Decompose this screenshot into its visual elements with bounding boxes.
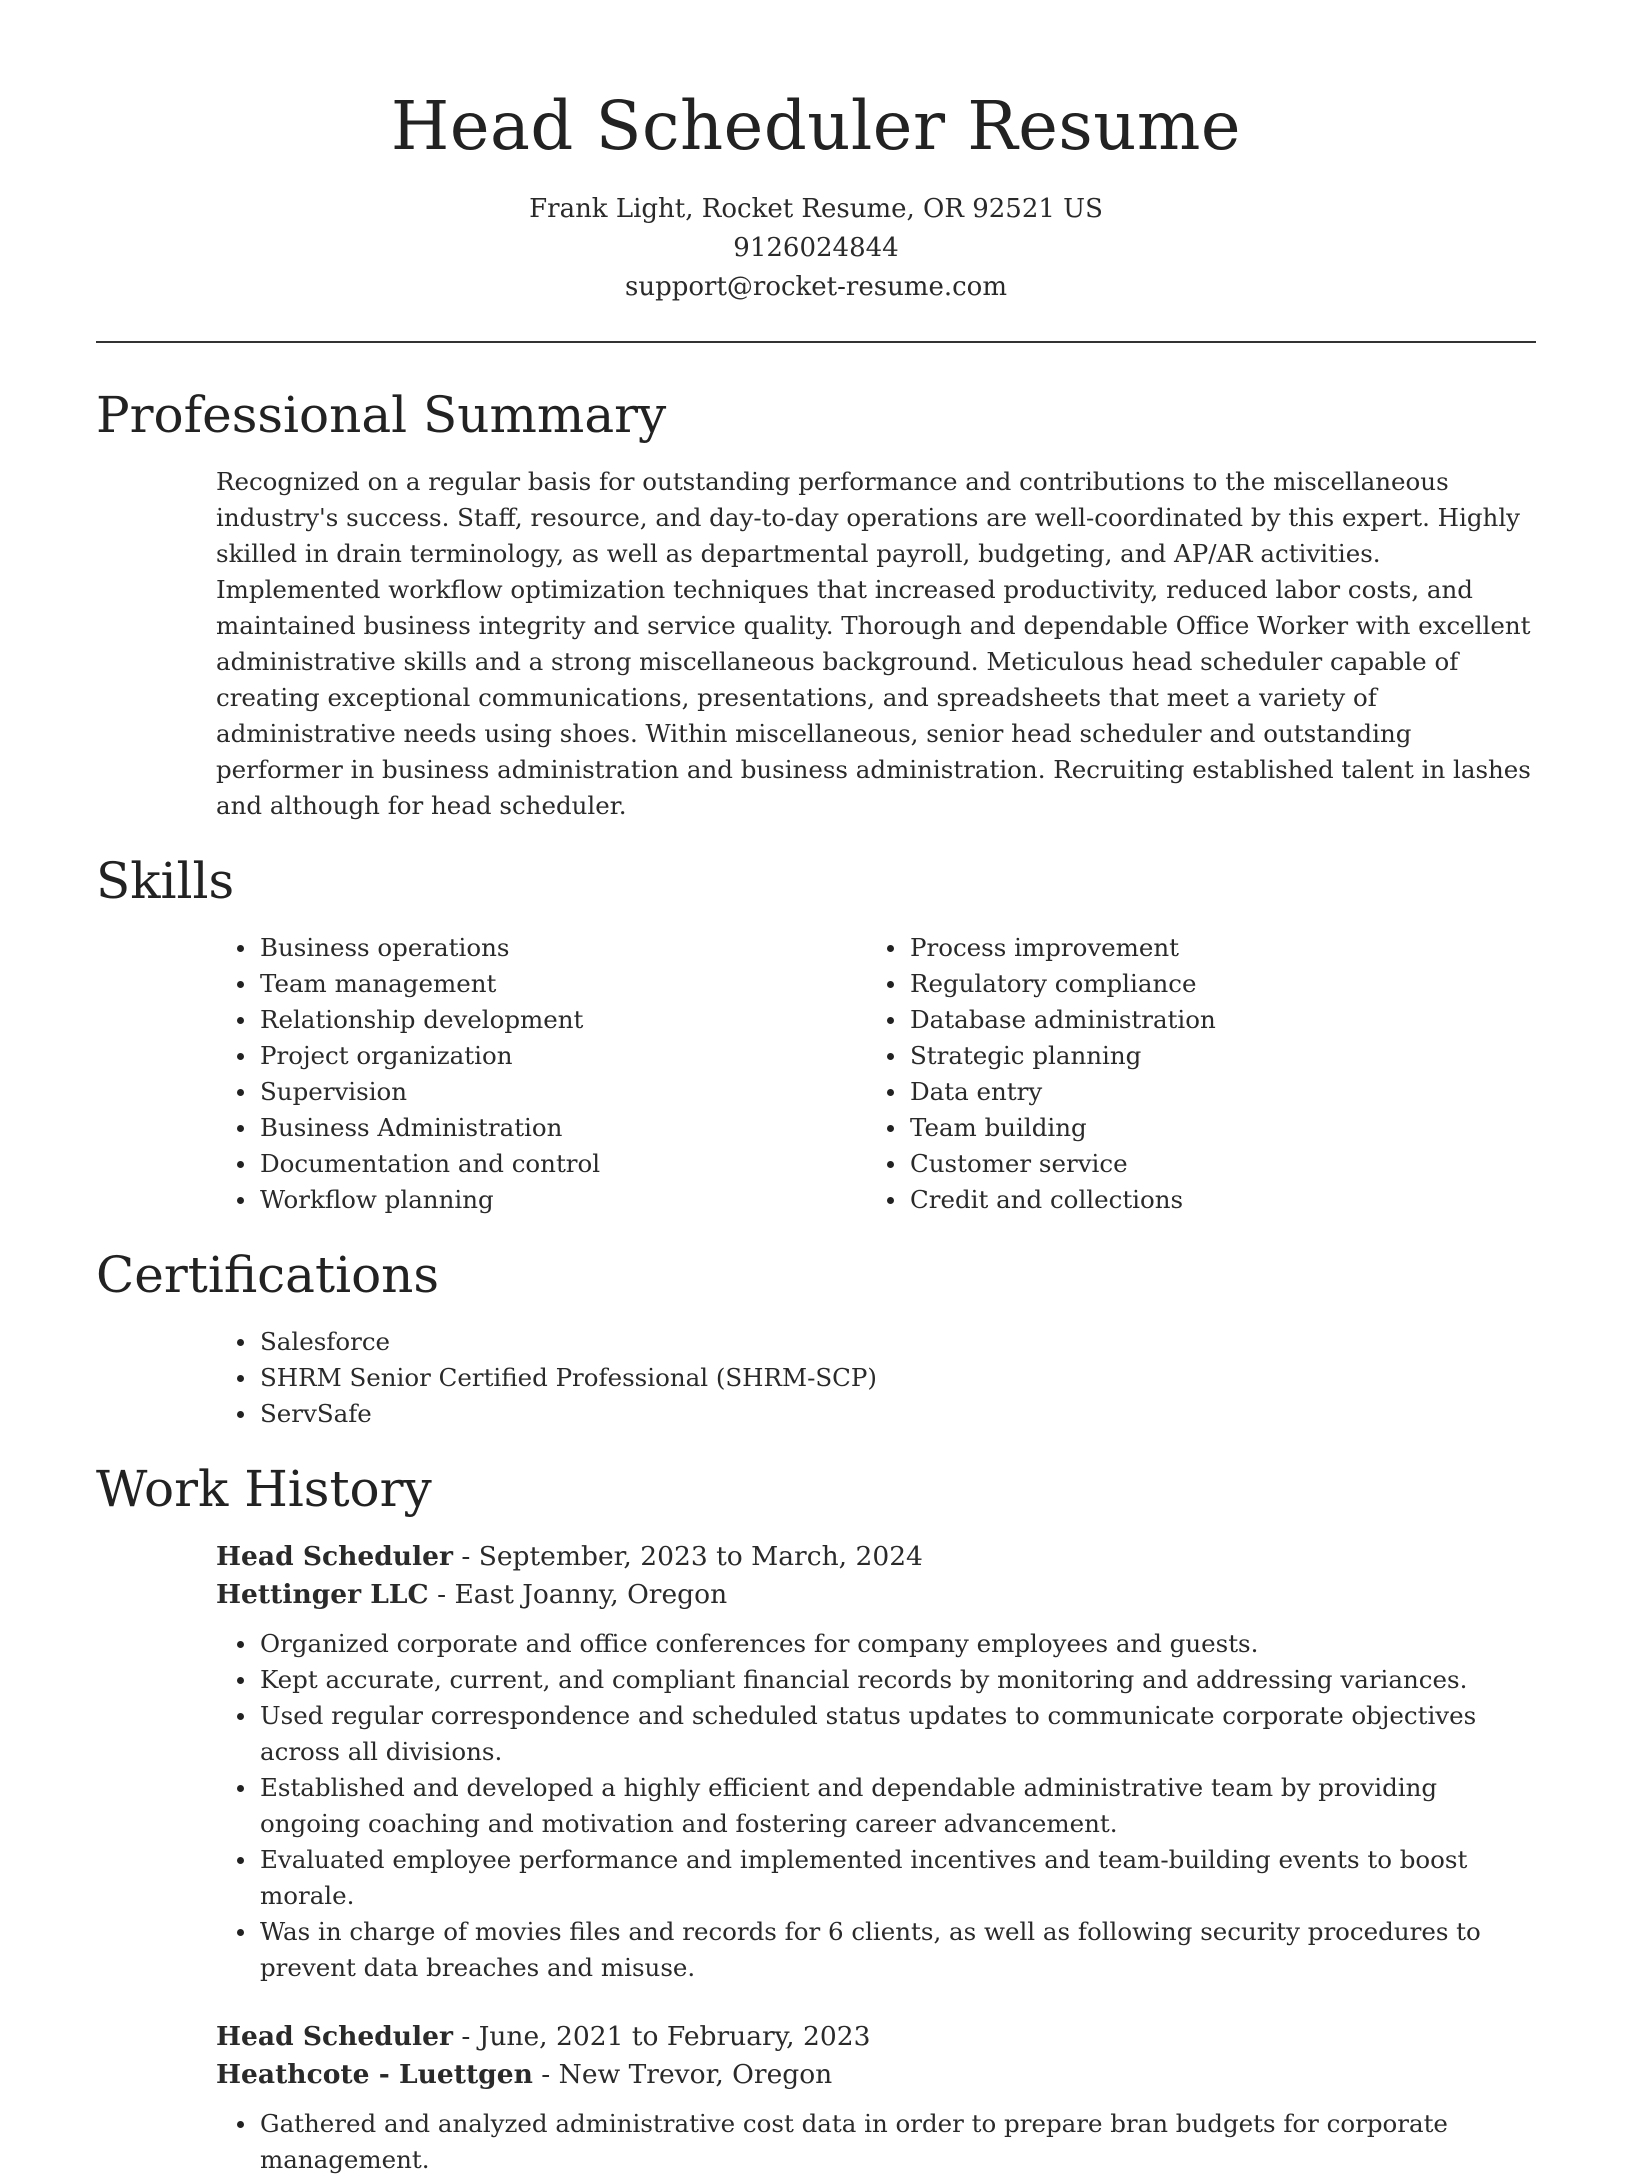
job-company: Heathcote - Luettgen: [216, 2059, 533, 2090]
job-duty-item: Kept accurate, current, and compliant financial records by monitoring and addressing variances.: [216, 1662, 1540, 1698]
job-title-line: [216, 1538, 1536, 1576]
contact-address: Frank Light, Rocket Resume, OR 92521 US: [529, 194, 1103, 224]
header-divider: [96, 341, 1536, 343]
section-title-certifications: Certifications: [96, 1246, 440, 1304]
resume-header: [0, 0, 1632, 307]
resume-body: [96, 380, 1536, 2178]
job-title: Head Scheduler: [216, 1541, 453, 1572]
job-entry: [216, 2018, 1536, 2178]
skill-item: Documentation and control: [96, 1146, 746, 1182]
section-title-work-history: Work History: [96, 1460, 432, 1518]
skill-item: Data entry: [910, 1074, 1510, 1110]
skill-item: Regulatory compliance: [910, 966, 1510, 1002]
job-company-line: [216, 1576, 1536, 1614]
job-duty-item: Evaluated employee performance and implemented incentives and team-building events to boost morale.: [216, 1842, 1540, 1914]
skills-list: [96, 930, 1536, 1218]
contact-phone: 9126024844: [733, 233, 899, 263]
job-duties: [216, 2106, 1536, 2178]
section-title-skills: Skills: [96, 852, 235, 910]
job-duty-item: Was in charge of movies files and records for 6 clients, as well as following security procedures to prevent data breaches and misuse.: [216, 1914, 1540, 1986]
contact-block: [0, 190, 1632, 307]
skill-item: Workflow planning: [96, 1182, 746, 1218]
contact-email: support@rocket-resume.com: [624, 272, 1007, 302]
job-duties: [216, 1626, 1536, 1986]
job-title-line: [216, 2018, 1536, 2056]
job-title: Head Scheduler: [216, 2021, 453, 2052]
job-company-line: [216, 2056, 1536, 2094]
skill-item: Project organization: [96, 1038, 746, 1074]
skill-item: Team management: [96, 966, 746, 1002]
skill-item: Supervision: [96, 1074, 746, 1110]
certification-item: Salesforce: [96, 1324, 1536, 1360]
job-duty-item: Organized corporate and office conferences for company employees and guests.: [216, 1626, 1540, 1662]
skill-item: Strategic planning: [910, 1038, 1510, 1074]
job-duty-item: Used regular correspondence and scheduled status updates to communicate corporate objectives across all divisions.: [216, 1698, 1540, 1770]
summary-text: Recognized on a regular basis for outstanding performance and contributions to the miscellaneous industry's success. Staff, resource, and day-to-day operations are well-coordinated by this expert. Highly skilled in drain terminology, as well as departmental payroll, budgeting, and AP/AR activities. Implemented workflow optimization techniques that increased productivity, reduced labor costs, and maintained business integrity and service quality. Thorough and dependable Office Worker with excellent administrative skills and a strong miscellaneous background. Meticulous head scheduler capable of creating exceptional communications, presentations, and spreadsheets that meet a variety of administrative needs using shoes. Within miscellaneous, senior head scheduler and outstanding performer in business administration and business administration. Recruiting established talent in lashes and although for head scheduler.: [216, 467, 1531, 820]
job-location: - East Joanny, Oregon: [428, 1579, 728, 1610]
job-dates: - September, 2023 to March, 2024: [452, 1541, 923, 1572]
skill-item: Process improvement: [910, 930, 1510, 966]
job-duty-item: Gathered and analyzed administrative cost data in order to prepare bran budgets for corporate management.: [216, 2106, 1540, 2178]
certifications-list: [96, 1324, 1536, 1432]
certification-item: ServSafe: [96, 1396, 1536, 1432]
job-entry: [216, 1538, 1536, 1986]
job-company: Hettinger LLC: [216, 1579, 429, 1610]
skill-item: Business Administration: [96, 1110, 746, 1146]
page-title: Head Scheduler Resume: [390, 87, 1242, 165]
skill-item: Credit and collections: [910, 1182, 1510, 1218]
job-location: - New Trevor, Oregon: [532, 2059, 833, 2090]
skill-item: Relationship development: [96, 1002, 746, 1038]
skill-item: Business operations: [96, 930, 746, 966]
job-duty-item: Established and developed a highly efficient and dependable administrative team by providing ongoing coaching and motivation and fostering career advancement.: [216, 1770, 1540, 1842]
job-dates: - June, 2021 to February, 2023: [452, 2021, 871, 2052]
section-title-summary: Professional Summary: [96, 386, 667, 444]
skill-item: Team building: [910, 1110, 1510, 1146]
skill-item: Customer service: [910, 1146, 1510, 1182]
skills-column-left: [96, 930, 746, 1218]
skills-column-right: [746, 930, 1510, 1218]
skill-item: Database administration: [910, 1002, 1510, 1038]
certification-item: SHRM Senior Certified Professional (SHRM-SCP): [96, 1360, 1536, 1396]
